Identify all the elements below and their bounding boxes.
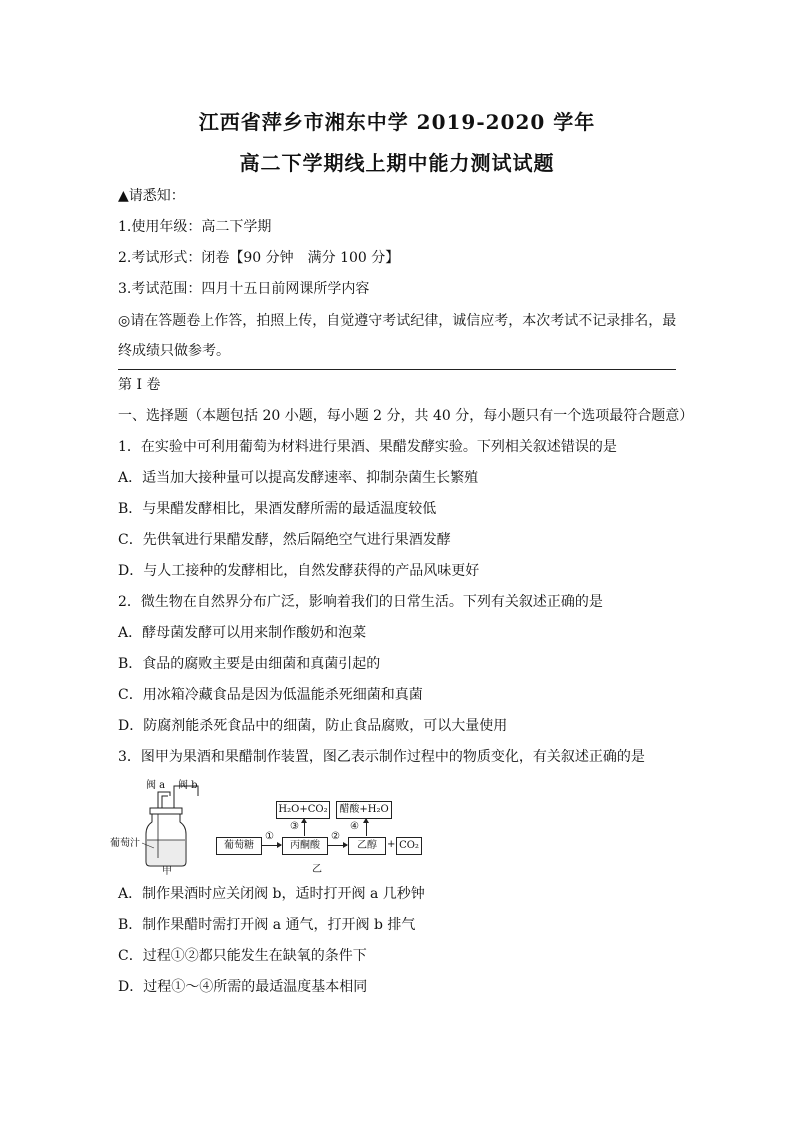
valve-a-label: 阀 a [146, 780, 166, 791]
question-2-option-b: B．食品的腐败主要是由细菌和真菌引起的 [118, 656, 381, 672]
co2-box: CO₂ [396, 837, 422, 855]
grape-juice-label: 葡萄汁 [110, 838, 140, 849]
question-1-option-c: C．先供氧进行果醋发酵，然后隔绝空气进行果酒发酵 [118, 532, 451, 548]
arrow-step-3 [304, 819, 305, 836]
question-3-stem: 3．图甲为果酒和果醋制作装置，图乙表示制作过程中的物质变化，有关叙述正确的是 [118, 749, 645, 765]
question-2-option-d: D．防腐剂能杀死食品中的细菌，防止食品腐败，可以大量使用 [118, 718, 508, 734]
arrow-step-4 [366, 819, 367, 836]
notice-item-scope: 3.考试范围：四月十五日前网课所学内容 [118, 281, 370, 297]
question-3-option-a: A．制作果酒时应关闭阀 b，适时打开阀 a 几秒钟 [118, 886, 425, 902]
question-2-option-c: C．用冰箱冷藏食品是因为低温能杀死细菌和真菌 [118, 687, 423, 703]
notice-item-grade: 1.使用年级：高二下学期 [118, 219, 272, 235]
question-3-figure [110, 776, 419, 877]
fermentation-apparatus-drawing [118, 776, 218, 876]
question-2-stem: 2．微生物在自然界分布广泛，影响着我们的日常生活。下列有关叙述正确的是 [118, 594, 603, 610]
notice-note-line2: 终成绩只做参考。 [118, 343, 230, 359]
figure-yi-label: 乙 [312, 864, 322, 875]
arrow-step-2 [327, 845, 347, 846]
notice-item-format: 2.考试形式：闭卷【90 分钟 满分 100 分】 [118, 250, 400, 266]
question-3-option-c: C．过程①②都只能发生在缺氧的条件下 [118, 948, 367, 964]
ethanol-box: 乙醇 [348, 837, 386, 855]
volume-label: 第 I 卷 [118, 377, 161, 393]
question-1-option-a: A．适当加大接种量可以提高发酵速率、抑制杂菌生长繁殖 [118, 470, 479, 486]
step-1-label: ① [265, 831, 274, 842]
h2o-co2-box: H₂O+CO₂ [276, 801, 330, 819]
notice-note-line1: ◎请在答题卷上作答，拍照上传，自觉遵守考试纪律，诚信应考，本次考试不记录排名，最 [118, 313, 677, 329]
question-1-option-d: D．与人工接种的发酵相比，自然发酵获得的产品风味更好 [118, 563, 480, 579]
step-3-label: ③ [290, 821, 299, 832]
question-3-option-d: D．过程①～④所需的最适温度基本相同 [118, 979, 368, 995]
arrow-step-1 [261, 845, 281, 846]
glucose-box: 葡萄糖 [216, 837, 262, 855]
plus-sign: + [387, 839, 396, 850]
step-4-label: ④ [350, 821, 359, 832]
valve-b-label: 阀 b [178, 780, 198, 791]
question-1-option-b: B．与果醋发酵相比，果酒发酵所需的最适温度较低 [118, 501, 437, 517]
section-instructions: 一、选择题（本题包括 20 小题，每小题 2 分，共 40 分，每小题只有一个选项最符合题意） [118, 408, 694, 424]
acetic-acid-box: 醋酸+H₂O [336, 801, 392, 819]
notice-heading: ▲请悉知： [118, 188, 185, 204]
pyruvate-box: 丙酮酸 [282, 837, 328, 855]
section-divider [118, 369, 676, 370]
figure-jia-label: 甲 [162, 866, 172, 877]
step-2-label: ② [331, 831, 340, 842]
question-3-option-b: B．制作果醋时需打开阀 a 通气，打开阀 b 排气 [118, 917, 416, 933]
question-1-stem: 1．在实验中可利用葡萄为材料进行果酒、果醋发酵实验。下列相关叙述错误的是 [118, 439, 617, 455]
question-2-option-a: A．酵母菌发酵可以用来制作酸奶和泡菜 [118, 625, 367, 641]
exam-title-line2: 高二下学期线上期中能力测试试题 [239, 151, 555, 175]
exam-title-line1: 江西省萍乡市湘东中学 2019-2020 学年 [198, 110, 596, 134]
